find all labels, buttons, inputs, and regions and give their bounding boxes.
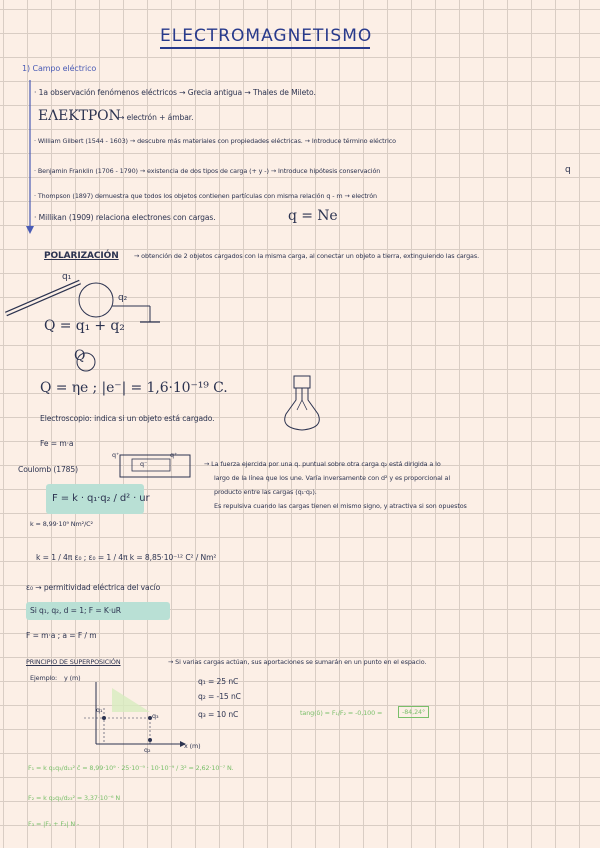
force-total-equation: F₃ = |F₁ + F₂| N - xyxy=(28,820,80,828)
charge-q3-value: q₃ = 10 nC xyxy=(198,710,239,719)
history-line-2: → electrón + ámbar. xyxy=(118,113,194,122)
history-line-4: · Benjamin Franklin (1706 - 1790) → existencia de dos tipos de carga (+ y -) → Introduce hipótesis conservación xyxy=(34,167,381,175)
q-label: Q xyxy=(74,348,86,364)
unit-charge-box: Si q₁, q₂, d = 1; F = K·uR xyxy=(26,602,170,620)
diagram-q3: q₃ xyxy=(152,712,159,720)
force-f2-equation: F₂ = k q₂q₃/d₂₃² = 3,37·10⁻⁶ N xyxy=(28,794,121,802)
ejemplo-label: Ejemplo: xyxy=(30,674,58,682)
charge-q1-value: q₁ = 25 nC xyxy=(198,677,239,686)
k-epsilon-equation: k = 1 / 4π ε₀ ; ε₀ = 1 / 4π k = 8,85·10⁻¹² C² / Nm² xyxy=(36,553,217,562)
coulomb-desc-2: largo de la línea que los une. Varía inversamente con d² y es proporcional al xyxy=(214,474,451,482)
coulomb-box-q1: q⁺ xyxy=(112,451,120,459)
polarizacion-desc: → obtención de 2 objetos cargados con la misma carga, al conectar un objeto a tierra, extinguiendo las cargas. xyxy=(134,252,480,260)
coulomb-box-qm: q⁻ xyxy=(140,460,148,468)
millikan-equation: q = Ne xyxy=(288,208,338,224)
superposicion-label: PRINCIPIO DE SUPERPOSICIÓN xyxy=(26,658,121,666)
history-line-3: · William Gilbert (1544 - 1603) → descubre más materiales con propiedades eléctricas. → Introduce término eléctrico xyxy=(34,137,396,145)
q1-label: q₁ xyxy=(62,272,72,282)
coulomb-desc-4: Es repulsiva cuando las cargas tienen el mismo signo, y atractiva si son opuestos xyxy=(214,502,467,510)
page-title: ELECTROMAGNETISMO xyxy=(160,26,373,46)
newton-equation: F = m·a ; a = F / m xyxy=(26,631,97,640)
coulomb-desc-3: producto entre las cargas (q₁·q₂). xyxy=(214,488,317,496)
history-line-1: · 1a observación fenómenos eléctricos → Grecia antigua → Thales de Mileto. xyxy=(34,88,316,97)
superposicion-desc: → Si varias cargas actúan, sus aportaciones se sumarán en un punto en el espacio. xyxy=(168,658,427,666)
q2-label: q₂ xyxy=(118,293,128,303)
coulomb-label: Coulomb (1785) xyxy=(18,465,78,474)
coulomb-formula: F = k · q₁·q₂ / d² · ur xyxy=(46,484,144,514)
k-value: k = 8,99·10⁹ Nm²/C² xyxy=(30,520,93,528)
polarizacion-label: POLARIZACIÓN xyxy=(44,251,119,261)
diagram-q1: q₁ xyxy=(96,706,103,714)
x-axis-label: x (m) xyxy=(184,742,201,750)
permitividad-text: ε₀ → permitividad eléctrica del vacío xyxy=(26,583,161,592)
tang-result: -84,24° xyxy=(398,706,429,718)
history-line-5: · Thompson (1897) demuestra que todos los objetos contienen partículas con misma relación q - m → electrón xyxy=(34,192,377,200)
history-line-6: · Millikan (1909) relaciona electrones con cargas. xyxy=(34,213,216,222)
y-axis-label: y (m) xyxy=(64,674,81,682)
charge-q2-value: q₂ = -15 nC xyxy=(198,692,241,701)
electroscopio-text: Electroscopio: indica si un objeto está cargado. xyxy=(40,414,215,423)
diagram-q2: q₂ xyxy=(144,746,151,754)
q-sum-equation: Q = q₁ + q₂ xyxy=(44,318,125,334)
tang-equation: tang(δ) = F₁/F₂ = -0,100 = xyxy=(300,709,383,717)
q-ne-equation: Q = ηe ; |e⁻| = 1,6·10⁻¹⁹ C. xyxy=(40,380,228,396)
force-f1-equation: F₁ = k q₁q₃/d₁₃² ĉ = 8,99·10⁹ · 25·10⁻⁹ · 10·10⁻⁹ / 3² = 2,62·10⁻⁷ N. xyxy=(28,764,234,772)
coulomb-box-q2: q⁺ xyxy=(170,451,178,459)
section-heading: 1) Campo eléctrico xyxy=(22,64,97,73)
greek-word: ΕΛΕΚΤΡΟΝ xyxy=(38,108,121,124)
coulomb-desc-1: → La fuerza ejercida por una q. puntual sobre otra carga q₂ está dirigida a lo xyxy=(204,460,441,468)
fe-equation: Fe = m·a xyxy=(40,439,74,448)
q-symbol: q xyxy=(565,165,571,175)
